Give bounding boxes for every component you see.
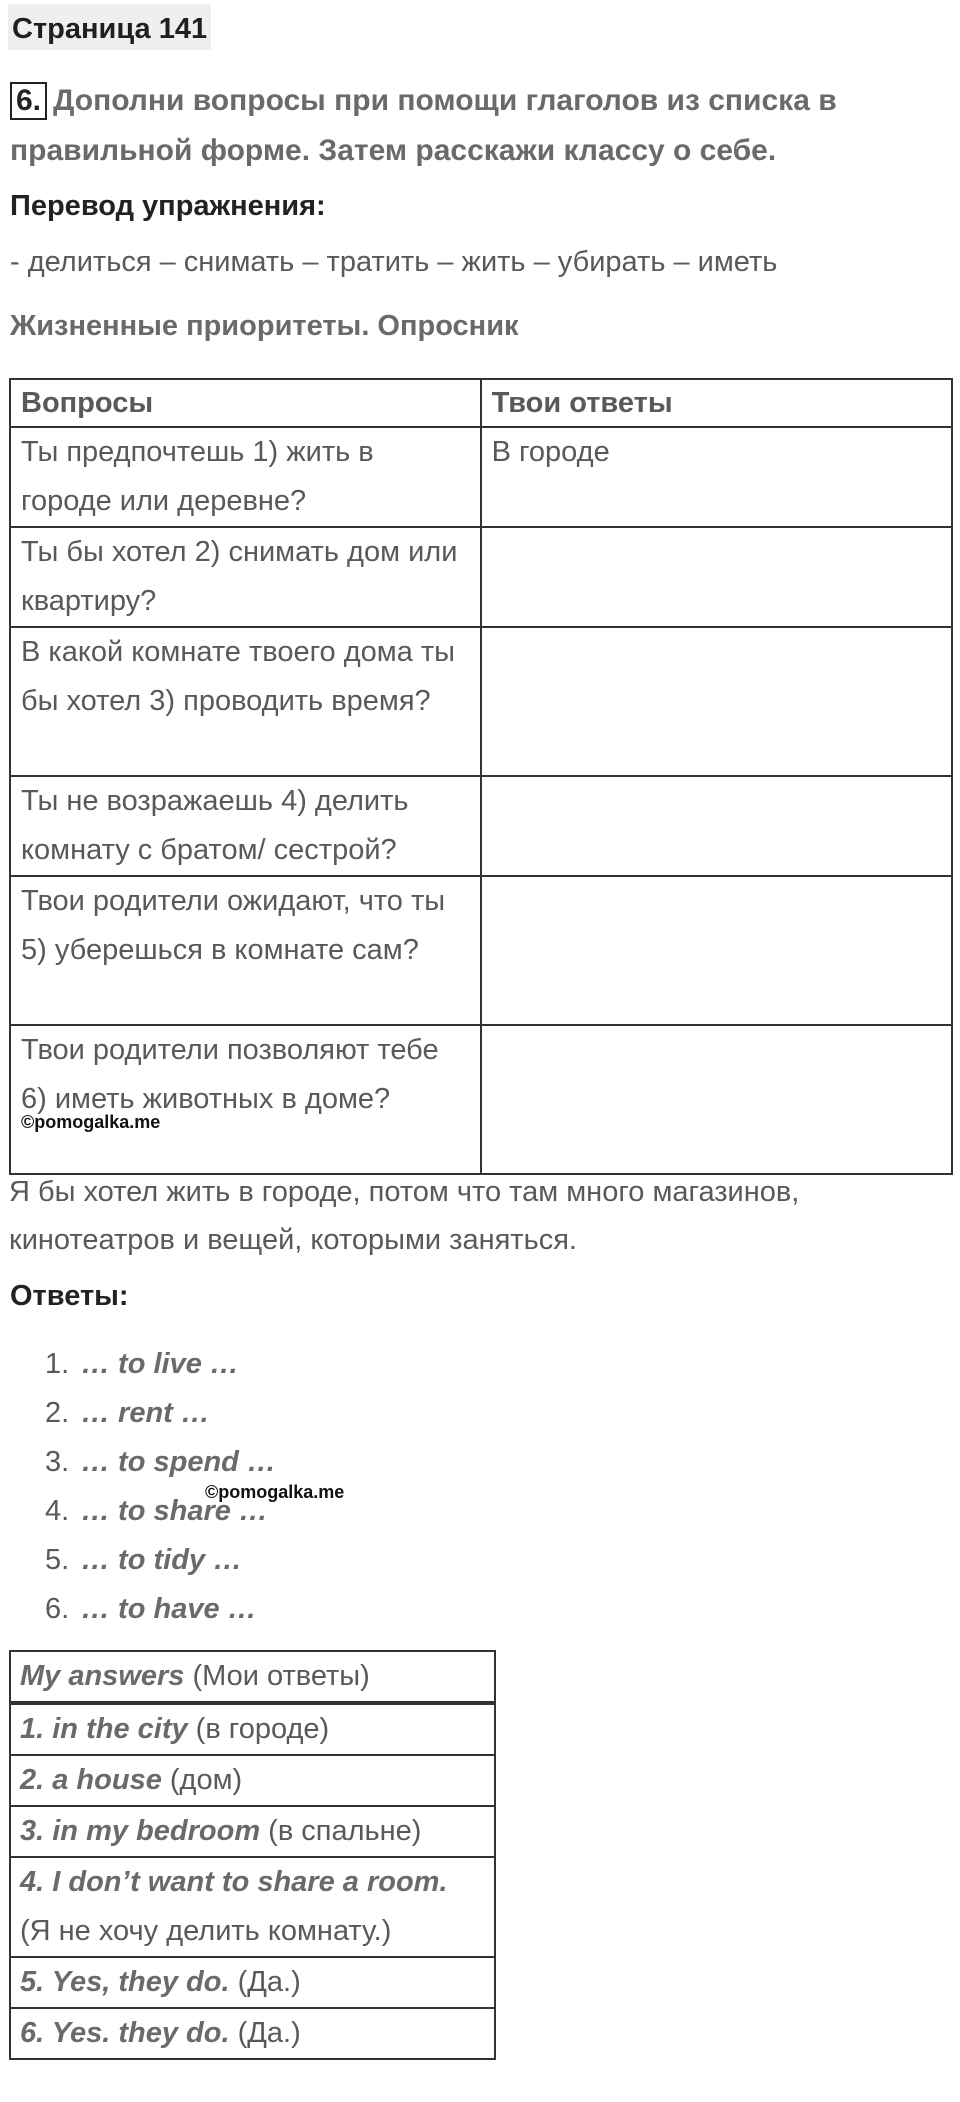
answers-heading: Ответы: (10, 1280, 129, 1312)
answer-bold: 3. in my bedroom (20, 1815, 261, 1847)
watermark: ©pomogalka.me (21, 1112, 161, 1132)
column-header-questions: Вопросы (10, 379, 481, 427)
answer-cell: В городе (481, 427, 952, 527)
answer-rest: (Я не хочу делить комнату.) (20, 1915, 392, 1947)
table-row (10, 1704, 495, 1755)
answer-rest: (в спальне) (260, 1815, 422, 1847)
answer-number: 3. (45, 1446, 70, 1478)
answer-number: 2. (45, 1397, 70, 1429)
answer-bold: 1. in the city (20, 1713, 188, 1745)
answer-number: 5. (45, 1544, 70, 1576)
column-header-answers: Твои ответы (481, 379, 952, 427)
question-cell (10, 1025, 481, 1174)
list-item (45, 1585, 276, 1634)
my-answers-header (10, 1651, 495, 1702)
answer-text: … to share … (81, 1495, 268, 1527)
answer-cell (481, 1025, 952, 1174)
answer-text: … rent … (81, 1397, 210, 1429)
my-answers-table (9, 1650, 496, 2060)
question-cell: Ты предпочтешь 1) жить в городе или деревне? (10, 427, 481, 527)
my-answer-cell (10, 2008, 495, 2059)
task-text: Дополни вопросы при помощи глаголов из списка в правильной форме. Затем расскажи классу о себе. (10, 84, 837, 167)
my-answer-cell (10, 1806, 495, 1857)
header-bold: My answers (20, 1660, 185, 1692)
list-item (45, 1438, 276, 1487)
answer-cell (481, 627, 952, 776)
answer-cell (481, 876, 952, 1025)
answer-number: 4. (45, 1495, 70, 1527)
answer-bold: 6. Yes. they do. (20, 2017, 230, 2049)
answer-bold: 2. a house (20, 1764, 162, 1796)
header-rest: (Мои ответы) (184, 1660, 370, 1692)
table-row (10, 2008, 495, 2059)
answer-text: … to spend … (81, 1446, 276, 1478)
answer-rest: (Да.) (229, 1966, 301, 1998)
table-header-row (10, 1651, 495, 1702)
question-cell-wrap (21, 1026, 470, 1132)
table-row (10, 527, 952, 627)
my-answer-cell (10, 1755, 495, 1806)
question-cell: Твои родители ожидают, что ты 5) уберешься в комнате сам? (10, 876, 481, 1025)
table-row (10, 1957, 495, 2008)
table-row (10, 627, 952, 776)
table-row (10, 1025, 952, 1174)
question-cell: Ты бы хотел 2) снимать дом или квартиру? (10, 527, 481, 627)
translation-heading: Перевод упражнения: (10, 190, 326, 222)
table-row (10, 1806, 495, 1857)
question-cell: В какой комнате твоего дома ты бы хотел 3) проводить время? (10, 627, 481, 776)
answer-rest: (Да.) (229, 2017, 301, 2049)
my-answer-cell (10, 1957, 495, 2008)
answer-cell (481, 776, 952, 876)
list-item (45, 1536, 276, 1585)
answer-text: … to live … (81, 1348, 239, 1380)
table-header-row (10, 379, 952, 427)
answer-number: 1. (45, 1348, 70, 1380)
survey-table (9, 378, 953, 1175)
answer-rest: (в городе) (187, 1713, 330, 1745)
list-item (45, 1340, 276, 1389)
table-row (10, 1755, 495, 1806)
question-cell: Ты не возражаешь 4) делить комнату с братом/ сестрой? (10, 776, 481, 876)
my-answer-cell (10, 1857, 495, 1957)
watermark: ©pomogalka.me (205, 1482, 345, 1502)
answer-text: … to have … (81, 1593, 257, 1625)
list-item (45, 1389, 276, 1438)
table-row (10, 876, 952, 1025)
answer-cell (481, 527, 952, 627)
my-answer-cell (10, 1704, 495, 1755)
task-instruction (10, 76, 950, 176)
page-title: Страница 141 (8, 4, 211, 50)
task-number: 6. (10, 82, 47, 120)
answer-bold: 5. Yes, they do. (20, 1966, 230, 1998)
table-row (10, 427, 952, 527)
table-row (10, 776, 952, 876)
survey-heading: Жизненные приоритеты. Опросник (10, 310, 519, 342)
question-text: Твои родители позволяют тебе 6) иметь животных в доме? (21, 1034, 439, 1115)
conclusion-text: Я бы хотел жить в городе, потом что там много магазинов, кинотеатров и вещей, которыми заняться. (9, 1176, 800, 1256)
table-row (10, 1857, 495, 1957)
answer-text: … to tidy … (81, 1544, 243, 1576)
answer-bold: 4. I don’t want to share a room. (20, 1866, 448, 1898)
answer-rest: (дом) (161, 1764, 243, 1796)
word-list: - делиться – снимать – тратить – жить – убирать – иметь (10, 246, 778, 278)
answer-number: 6. (45, 1593, 70, 1625)
